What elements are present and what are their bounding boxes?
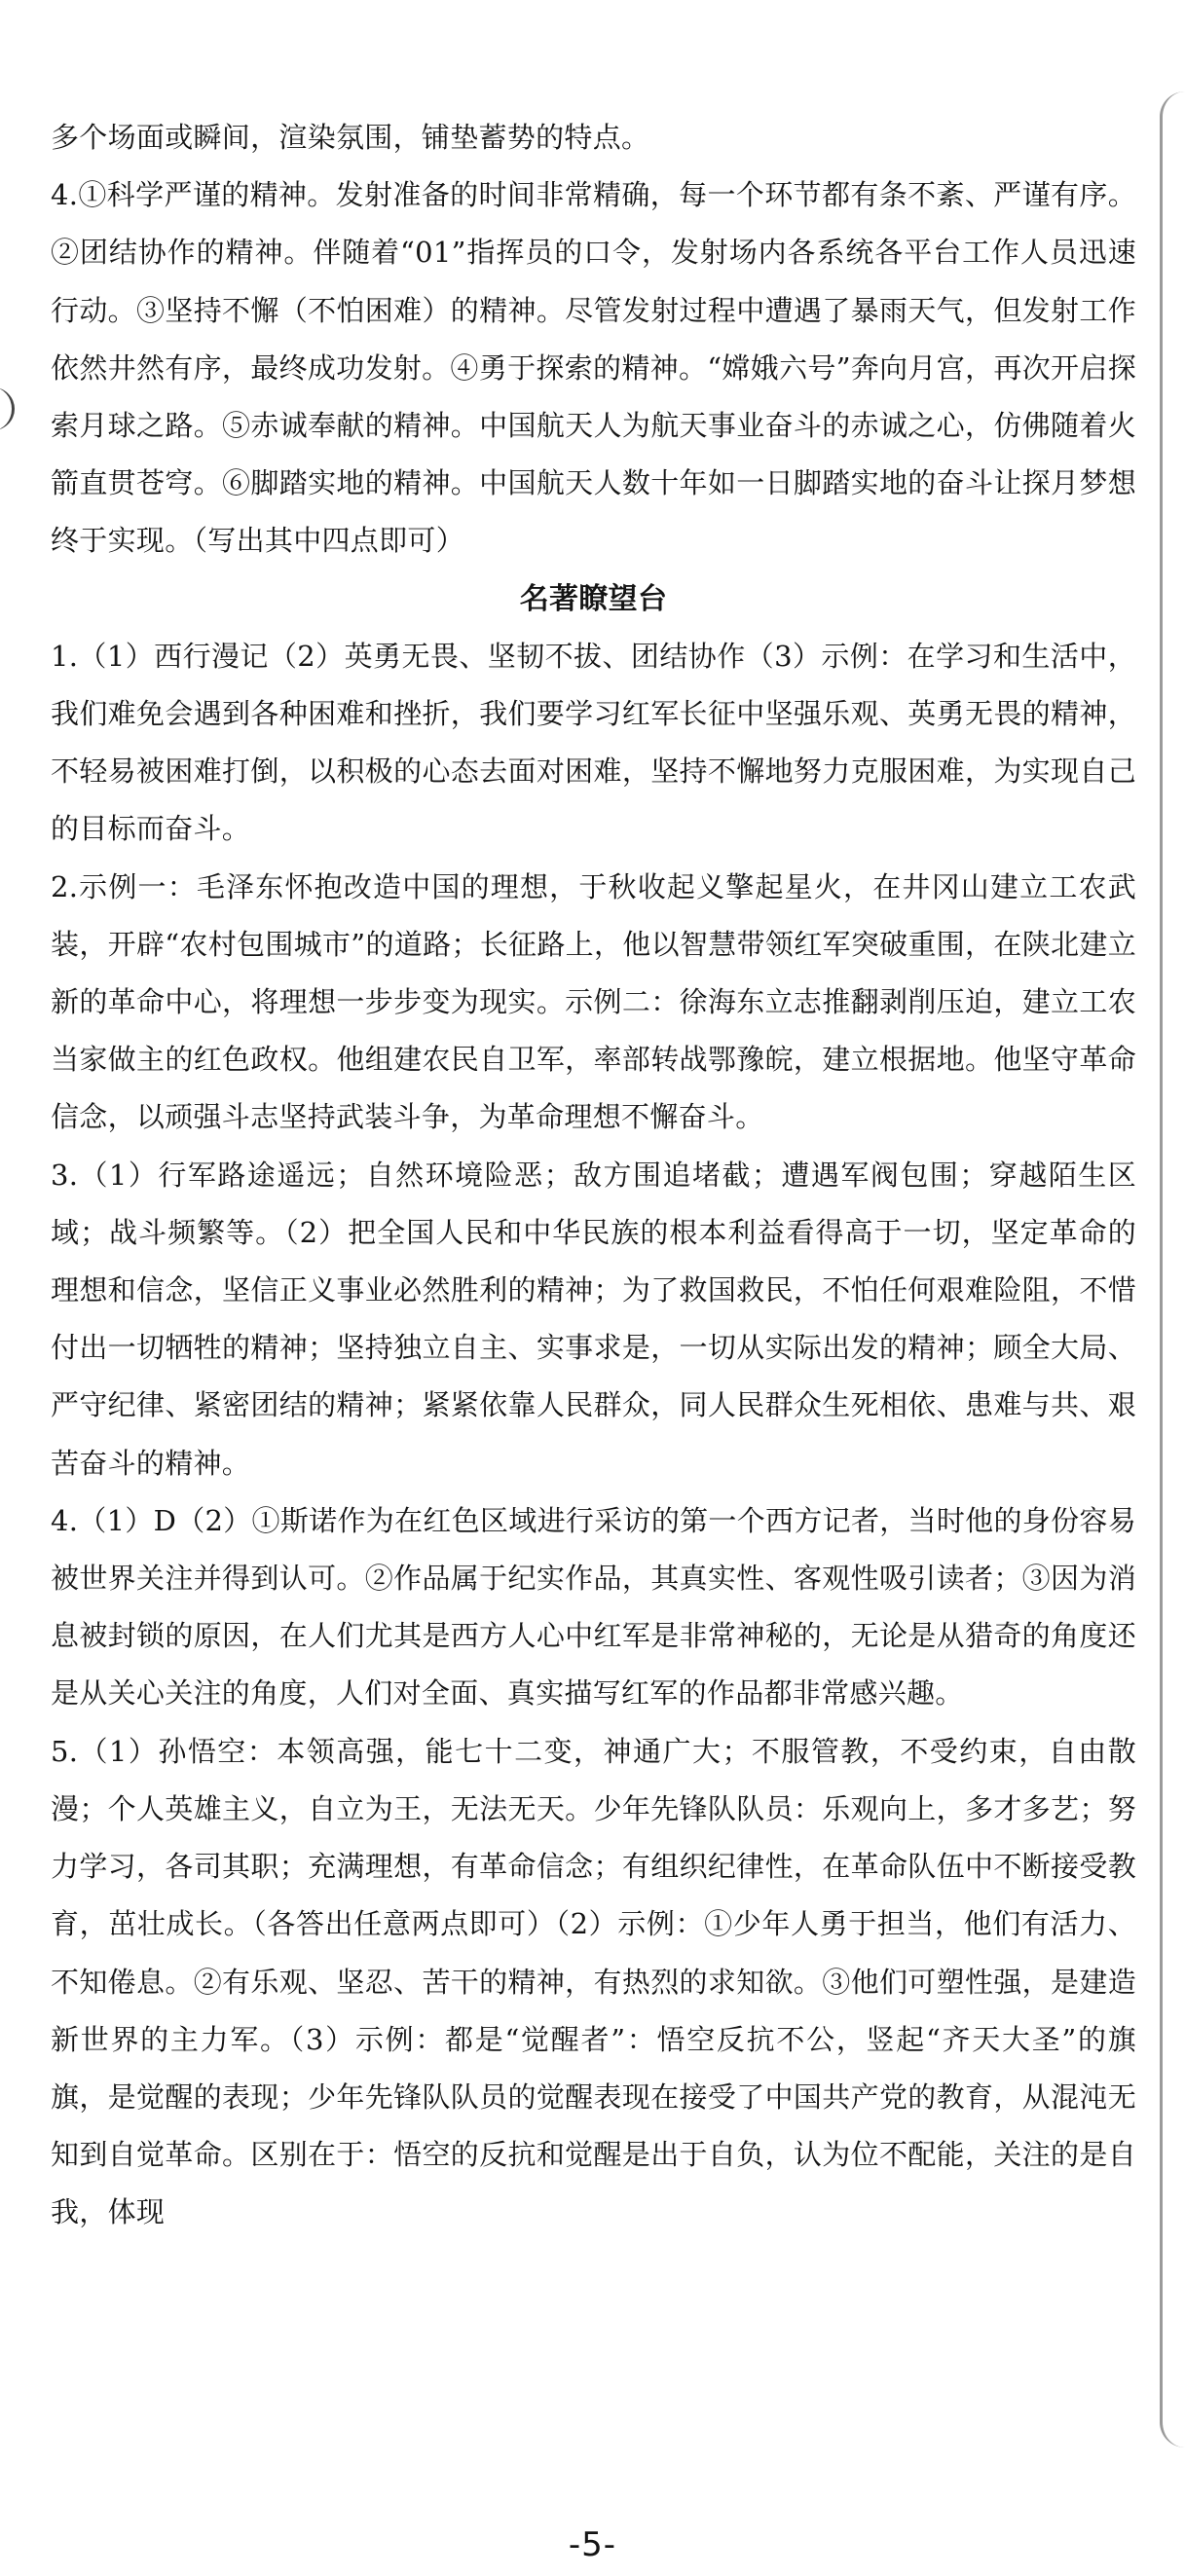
answer-paragraph: 2.示例一：毛泽东怀抱改造中国的理想，于秋收起义擎起星火，在井冈山建立工农武装，开辟“农村包围城市”的道路；长征路上，他以智慧带领红军突破重围，在陕北建立新的革命中心，将理想一步步变为现实。示例二：徐海东立志推翻剥削压迫，建立工农当家做主的红色政权。他组建农民自卫军，率部转战鄂豫皖，建立根据地。他坚守革命信念，以顽强斗志坚持武装斗争，为革命理想不懈奋斗。 [51,869,1136,1134]
answer-paragraph: 4.（1）D（2）①斯诺作为在红色区域进行采访的第一个西方记者，当时他的身份容易被世界关注并得到认可。②作品属于纪实作品，其真实性、客观性吸引读者；③因为消息被封锁的原因，在人们尤其是西方人心中红军是非常神秘的，无论是从猎奇的角度还是从关心关注的角度，人们对全面、真实描写红军的作品都非常感兴趣。 [51,1503,1136,1711]
answer-paragraph: 1.（1）西行漫记（2）英勇无畏、坚韧不拔、团结协作（3）示例：在学习和生活中，我们难免会遇到各种困难和挫折，我们要学习红军长征中坚强乐观、英勇无畏的精神，不轻易被困难打倒，以积极的心态去面对困难，坚持不懈地努力克服困难，为实现自己的目标而奋斗。 [51,639,1136,846]
answer-text-body [51,109,1136,2242]
answer-paragraph: 4.①科学严谨的精神。发射准备的时间非常精确，每一个环节都有条不紊、严谨有序。②团结协作的精神。伴随着“01”指挥员的口令，发射场内各系统各平台工作人员迅速行动。③坚持不懈（不怕困难）的精神。尽管发射过程中遭遇了暴雨天气，但发射工作依然井然有序，最终成功发射。④勇于探索的精神。“嫦娥六号”奔向月宫，再次开启探索月球之路。⑤赤诚奉献的精神。中国航天人为航天事业奋斗的赤诚之心，仿佛随着火箭直贯苍穹。⑥脚踏实地的精神。中国航天人数十年如一日脚踏实地的奋斗让探月梦想终于实现。（写出其中四点即可） [51,178,1136,558]
scan-margin-mark [0,387,15,430]
page-number: -5- [568,2525,617,2564]
answer-paragraph: 5.（1）孙悟空：本领高强，能七十二变，神通广大；不服管教，不受约束，自由散漫；个人英雄主义，自立为王，无法无天。少年先锋队队员：乐观向上，多才多艺；努力学习，各司其职；充满理想，有革命信念；有组织纪律性，在革命队伍中不断接受教育，茁壮成长。（各答出任意两点即可）（2）示例：①少年人勇于担当，他们有活力、不知倦息。②有乐观、坚忍、苦干的精神，有热烈的求知欲。③他们可塑性强，是建造新世界的主力军。（3）示例：都是“觉醒者”：悟空反抗不公，竖起“齐天大圣”的旗旗，是觉醒的表现；少年先锋队队员的觉醒表现在接受了中国共产党的教育，从混沌无知到自觉革命。区别在于：悟空的反抗和觉醒是出于自负，认为位不配能，关注的是自我，体现 [51,1734,1136,2229]
answer-paragraph: 多个场面或瞬间，渲染氛围，铺垫蓄势的特点。 [51,121,650,154]
answer-paragraph: 3.（1）行军路途遥远；自然环境险恶；敌方围追堵截；遭遇军阀包围；穿越陌生区域；战斗频繁等。（2）把全国人民和中华民族的根本利益看得高于一切，坚定革命的理想和信念，坚信正义事业必然胜利的精神；为了救国救民，不怕任何艰难险阻，不惜付出一切牺牲的精神；坚持独立自主、实事求是，一切从实际出发的精神；顾全大局、严守纪律、紧密团结的精神；紧紧依靠人民群众，同人民群众生死相依、患难与共、艰苦奋斗的精神。 [51,1158,1136,1480]
section-heading: 名著瞭望台 [519,581,668,616]
page-binding-edge [1160,92,1185,2447]
